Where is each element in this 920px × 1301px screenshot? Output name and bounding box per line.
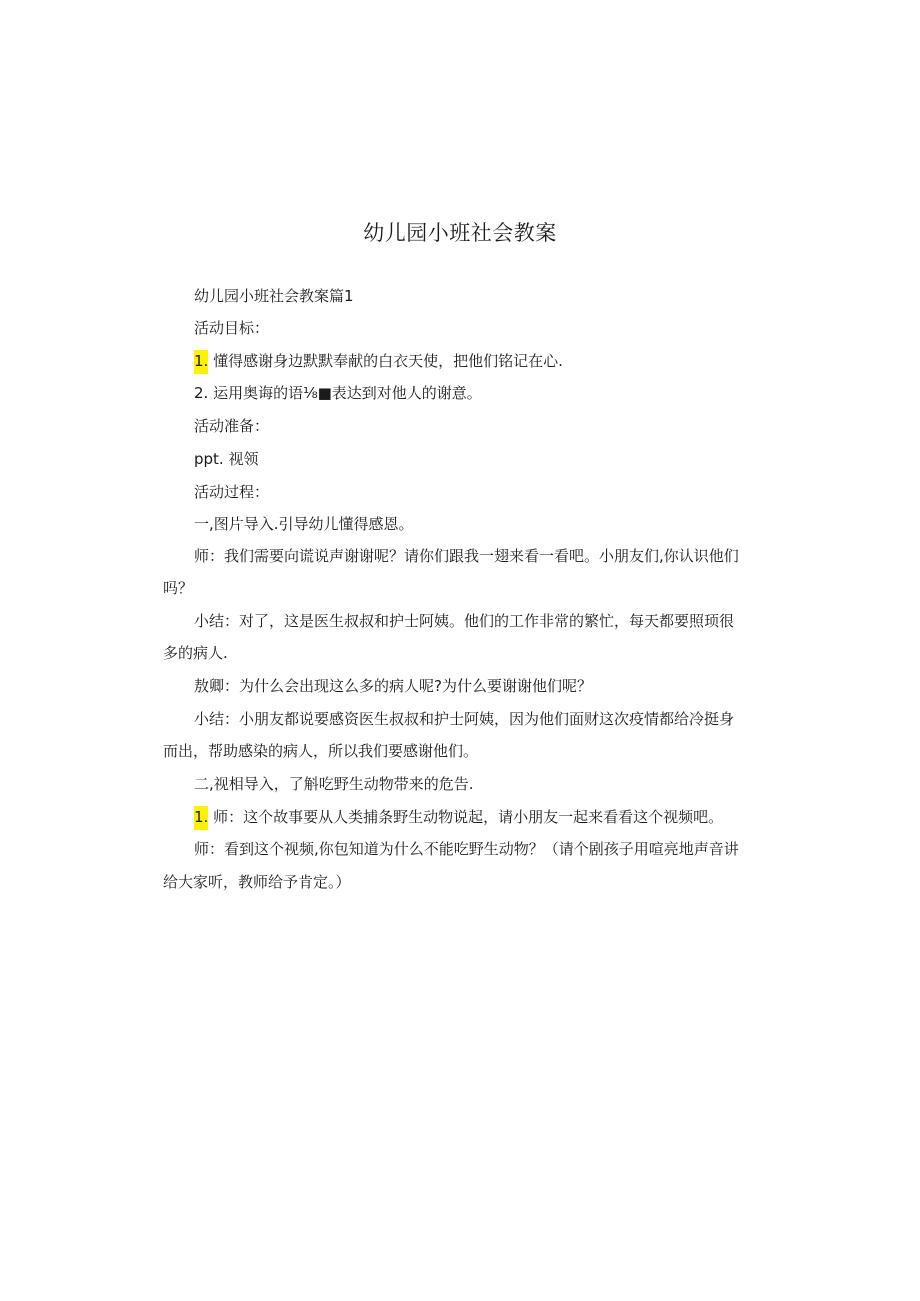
paragraph-2-line-2: 多的病人. xyxy=(163,644,228,662)
step-1-heading: 一,图片导入.引导幼儿懂得感恩。 xyxy=(194,515,414,533)
document-title: 幼儿园小班社会教案 xyxy=(363,221,557,245)
step-2-item-1-text: 师：这个故事要从人类捕条野生动物说起，请小朋友一起来看看这个视频吧。 xyxy=(208,808,724,826)
goal-2: 2. 运用奥诲的语⅛■表达到对他人的谢意。 xyxy=(194,384,482,402)
step-2-item-1 xyxy=(194,806,723,828)
paragraph-4-line-1: 小结：小朋友都说要感资医生叔叔和护士阿姨，因为他们面财这次疫情都给冷挺身 xyxy=(194,710,735,728)
paragraph-1-line-1: 师：我们需要向谎说声谢谢呢？请你们跟我一翅来看一看吧。小朋友们,你认识他们 xyxy=(194,547,739,565)
step-2-heading: 二,视相导入，了斛吃野生动物带来的危告. xyxy=(194,775,474,793)
goals-heading: 活动目标： xyxy=(194,319,270,337)
step-2-item-1-number-highlight: 1. xyxy=(194,806,208,830)
process-heading: 活动过程： xyxy=(194,483,270,501)
document-subtitle: 幼儿园小班社会教案篇1 xyxy=(194,287,354,305)
goal-1-number-highlight: 1. xyxy=(194,350,208,374)
goal-1 xyxy=(194,350,563,372)
goal-1-text: 懂得感谢身边默默奉献的白衣天使，把他们铭记在心. xyxy=(208,352,563,370)
paragraph-2-line-1: 小结：对了，这是医生叔叔和护士阿姨。他们的工作非常的繁忙，每天都要照顼很 xyxy=(194,612,735,630)
prep-items: ppt. 视领 xyxy=(194,450,259,468)
paragraph-3: 敖卿：为什么会出现这么多的病人呢?为什么要谢谢他们呢？ xyxy=(194,677,592,695)
prep-heading: 活动准备： xyxy=(194,417,270,435)
paragraph-5-line-2: 给大家听，教师给予肯定。） xyxy=(163,873,351,891)
paragraph-4-line-2: 而出，帮助感染的病人，所以我们要感谢他们。 xyxy=(163,742,479,760)
paragraph-5-line-1: 师：看到这个视频,你包知道为什么不能吃野生动物？（请个剧孩子用喧亮地声音讲 xyxy=(194,840,739,858)
paragraph-1-line-2: 吗？ xyxy=(163,579,194,597)
